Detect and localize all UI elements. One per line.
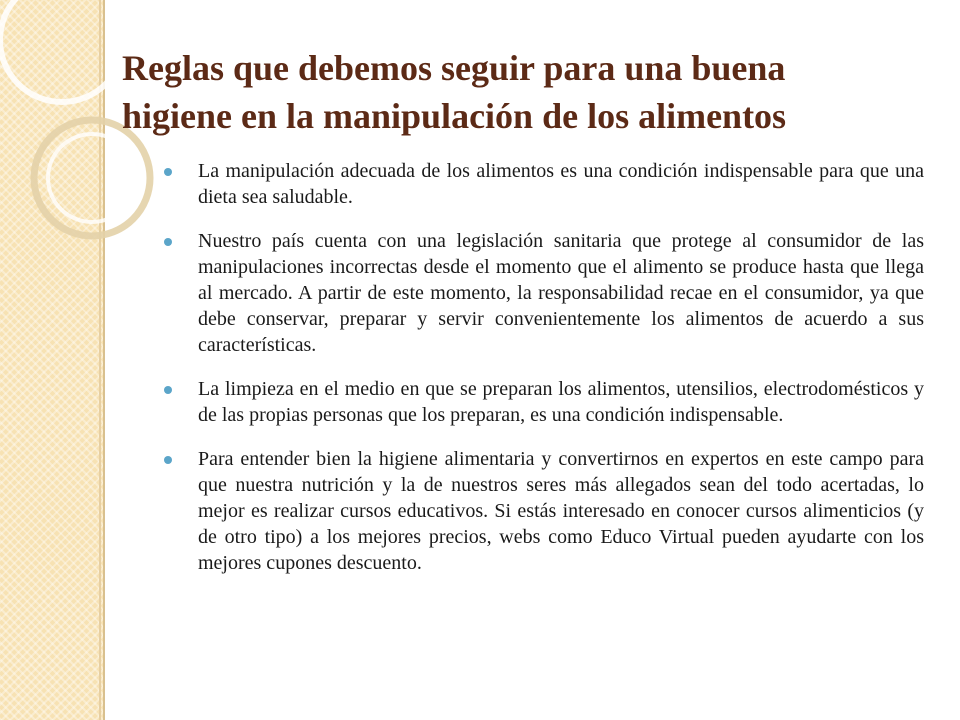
bullet-dot-icon [164,386,172,394]
slide-title-line-1: Reglas que debemos seguir para una buena [122,48,786,88]
bullet-dot-icon [164,168,172,176]
decorative-circles [0,0,140,300]
bullet-text: Para entender bien la higiene alimentaria y convertirnos en expertos en este campo para que nuestra nutrición y la de nuestros seres más allegados sean del todo acertadas, lo mejor es realizar cursos educativos. Si estás interesado en conocer cursos alimenticios (y de otro tipo) a los mejores precios, webs como Educo Virtual pueden ayudarte con los mejores cupones descuento. [198,448,924,574]
bullet-text: La limpieza en el medio en que se preparan los alimentos, utensilios, electrodomésticos y de las propias personas que los preparan, es una condición indispensable. [198,378,924,426]
bullet-item-4 [160,446,924,576]
bullet-item-2 [160,228,924,358]
bullet-list [160,158,924,594]
decorative-circle-inner [48,134,136,222]
decorative-circle-large [0,0,124,102]
bullet-text: La manipulación adecuada de los alimentos es una condición indispensable para que una dieta sea saludable. [198,160,924,208]
bullet-text: Nuestro país cuenta con una legislación sanitaria que protege al consumidor de las manipulaciones incorrectas desde el momento que el alimento se produce hasta que llega al mercado. A partir de este momento, la responsabilidad recae en el consumidor, ya que debe conservar, preparar y servir convenientemente los alimentos de acuerdo a sus características. [198,230,924,356]
slide-title-line-2: higiene en la manipulación de los alimentos [122,96,787,136]
bullet-item-3 [160,376,924,428]
bullet-dot-icon [164,456,172,464]
bullet-item-1 [160,158,924,210]
slide-title [122,44,922,140]
bullet-dot-icon [164,238,172,246]
